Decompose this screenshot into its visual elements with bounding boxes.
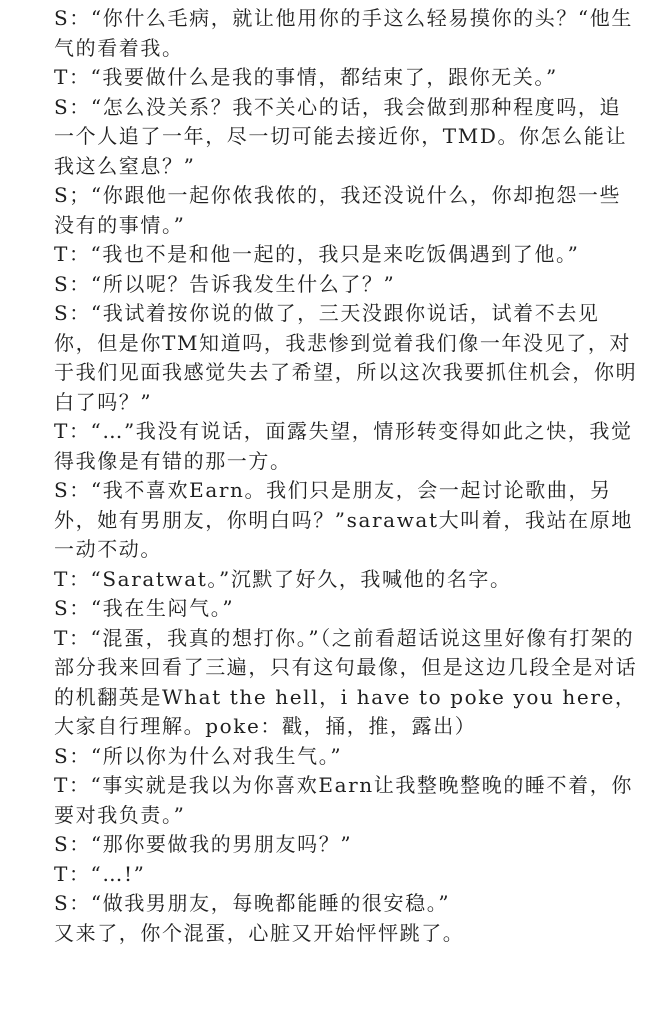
paragraph: S：“所以你为什么对我生气。” (54, 743, 343, 768)
paragraph: S：“你什么毛病，就让他用你的手这么轻易摸你的头？“他生气的看着我。 (54, 6, 633, 60)
paragraph: 又来了，你个混蛋，心脏又开始怦怦跳了。 (54, 920, 465, 945)
paragraph: T：“混蛋，我真的想打你。”（之前看超话说这里好像有打架的部分我来回看了三遍，只有这句最像，但是这边几段全是对话的机翻英是What the hell，i have to poke you here，大家自行理解。poke：戳，捅，推，露出） (54, 625, 638, 738)
paragraph: S：“那你要做我的男朋友吗？” (54, 832, 353, 856)
paragraph: S：“我不喜欢Earn。我们只是朋友，会一起讨论歌曲，另外，她有男朋友，你明白吗？”sarawat大叫着，我站在原地一动不动。 (54, 478, 633, 561)
document-body (54, 4, 640, 948)
paragraph: S：“我试着按你说的做了，三天没跟你说话，试着不去见你，但是你TM知道吗，我悲惨到觉着我们像一年没见了，对于我们见面我感觉失去了希望，所以这次我要抓住机会，你明白了吗？” (54, 301, 638, 414)
paragraph: T：“事实就是我以为你喜欢Earn让我整晚整晚的睡不着，你要对我负责。” (54, 773, 633, 827)
paragraph: S：“做我男朋友，每晚都能睡的很安稳。” (54, 891, 451, 915)
paragraph: S；“你跟他一起你侬我侬的，我还没说什么，你却抱怨一些没有的事情。” (54, 183, 622, 237)
paragraph: S：“怎么没关系？我不关心的话，我会做到那种程度吗，追一个人追了一年，尽一切可能去接近你，TMD。你怎么能让我这么窒息？” (54, 94, 628, 178)
paragraph: S：“我在生闷气。” (54, 596, 235, 620)
paragraph: T：“…!” (54, 861, 146, 886)
paragraph: T：“我也不是和他一起的，我只是来吃饭偶遇到了他。” (54, 242, 580, 266)
paragraph: T：“…”我没有说话，面露失望，情形转变得如此之快，我觉得我像是有错的那一方。 (54, 419, 633, 473)
paragraph: S：“所以呢？告诉我发生什么了？” (54, 271, 396, 296)
paragraph: T：“我要做什么是我的事情，都结束了，跟你无关。” (54, 65, 558, 89)
paragraph: T：“Saratwat。”沉默了好久，我喊他的名字。 (54, 566, 512, 591)
